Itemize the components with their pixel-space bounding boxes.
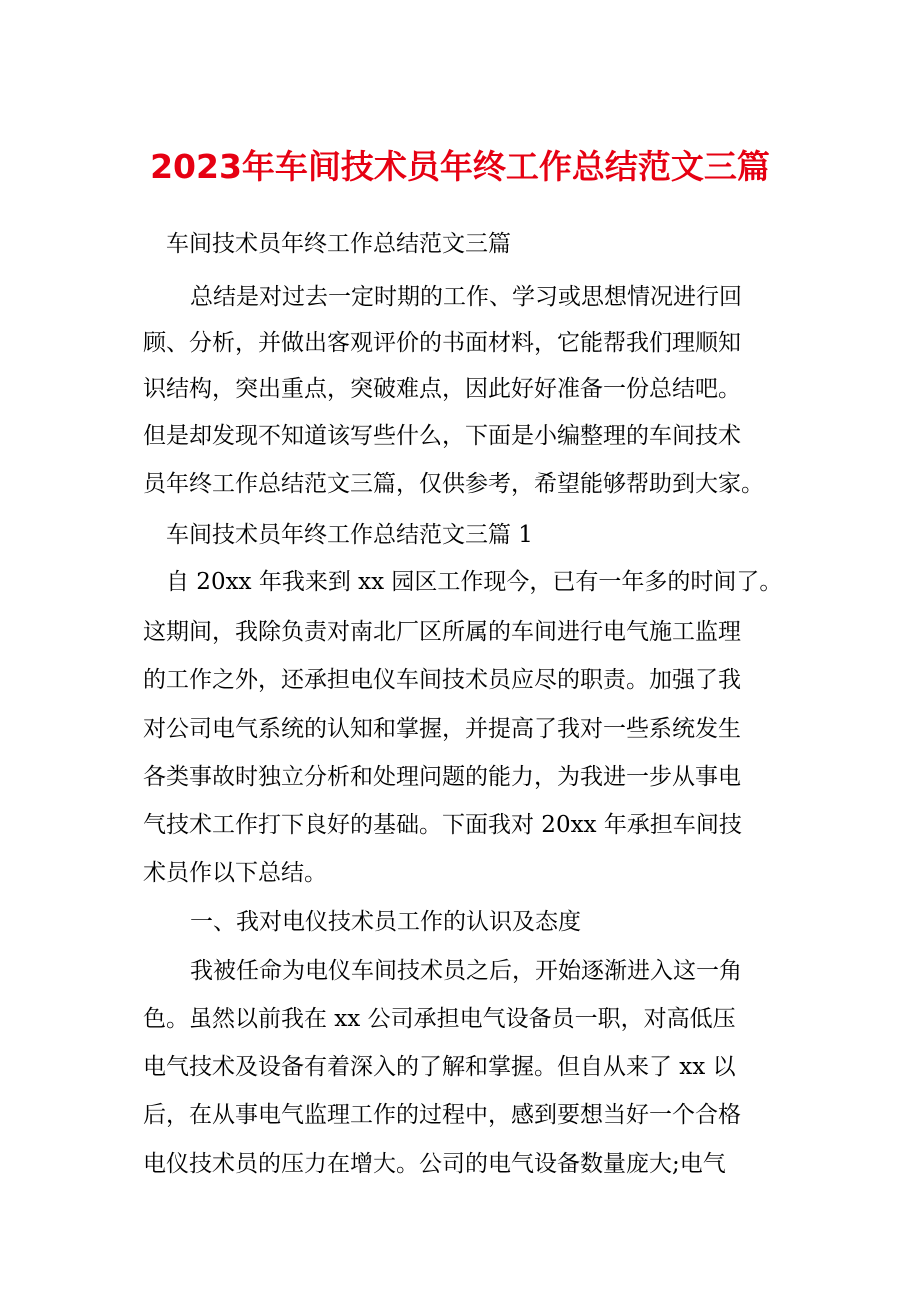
paragraph-line: 识结构，突出重点，突破难点，因此好好准备一份总结吧。	[143, 376, 741, 402]
paragraph-line: 自 20xx 年我来到 xx 园区工作现今，已有一年多的时间了。	[166, 569, 783, 595]
paragraph-line: 对公司电气系统的认知和掌握，并提高了我对一些系统发生	[143, 716, 741, 742]
section-heading-line: 车间技术员年终工作总结范文三篇 1	[166, 522, 533, 548]
paragraph-line: 各类事故时独立分析和处理问题的能力，为我进一步从事电	[143, 764, 741, 790]
paragraph-line: 电气技术及设备有着深入的了解和掌握。但自从来了 xx 以	[143, 1054, 736, 1080]
document-title: 2023年车间技术员年终工作总结范文三篇	[150, 147, 770, 186]
paragraph-line: 电仪技术员的压力在增大。公司的电气设备数量庞大;电气	[143, 1151, 726, 1177]
section-heading-line: 一、我对电仪技术员工作的认识及态度	[190, 909, 581, 935]
paragraph-line: 术员作以下总结。	[143, 860, 327, 886]
paragraph-line: 顾、分析，并做出客观评价的书面材料，它能帮我们理顺知	[143, 330, 741, 356]
subtitle-line: 车间技术员年终工作总结范文三篇	[166, 231, 511, 257]
paragraph-line: 后，在从事电气监理工作的过程中，感到要想当好一个合格	[143, 1102, 741, 1128]
paragraph-line: 但是却发现不知道该写些什么，下面是小编整理的车间技术	[143, 423, 741, 449]
paragraph-line: 色。虽然以前我在 xx 公司承担电气设备员一职，对高低压	[143, 1006, 736, 1032]
paragraph-line: 这期间，我除负责对南北厂区所属的车间进行电气施工监理	[143, 619, 741, 645]
paragraph-line: 总结是对过去一定时期的工作、学习或思想情况进行回	[190, 284, 742, 310]
paragraph-line: 的工作之外，还承担电仪车间技术员应尽的职责。加强了我	[143, 667, 741, 693]
paragraph-line: 员年终工作总结范文三篇，仅供参考，希望能够帮助到大家。	[143, 471, 764, 497]
paragraph-line: 我被任命为电仪车间技术员之后，开始逐渐进入这一角	[190, 958, 742, 984]
paragraph-line: 气技术工作打下良好的基础。下面我对 20xx 年承担车间技	[143, 812, 742, 838]
